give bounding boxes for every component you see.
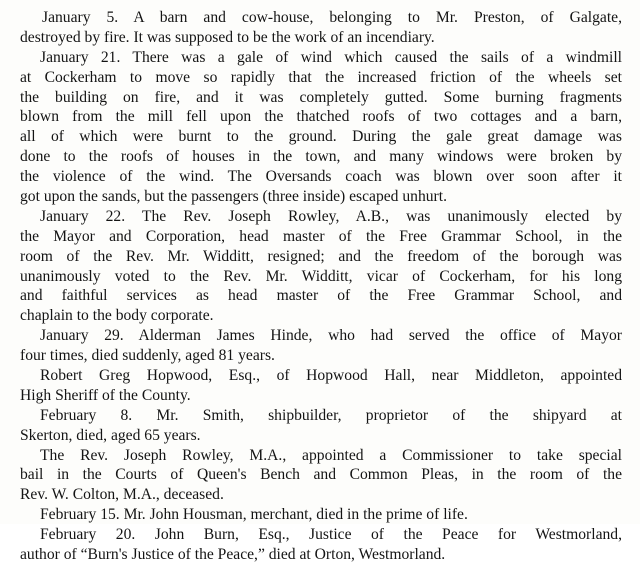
text-line: all of which were burnt to the ground. During the gale great damage was: [20, 128, 622, 146]
text-line: January 29. Alderman James Hinde, who had served the office of Mayor: [40, 327, 622, 345]
text-line: the building on fire, and it was completely gutted. Some burning fragments: [20, 88, 622, 106]
text-line: got upon the sands, but the passengers (three inside) escaped unhurt.: [20, 188, 447, 206]
text-line: chaplain to the body corporate.: [20, 307, 214, 325]
text-line: done to the roofs of houses in the town, and many windows were broken by: [20, 148, 622, 166]
text-line: Skerton, died, aged 65 years.: [20, 426, 201, 444]
text-line: room of the Rev. Mr. Widditt, resigned; and the freedom of the borough was: [20, 247, 622, 265]
text-line: bail in the Courts of Queen's Bench and Common Pleas, in the room of the: [20, 466, 622, 484]
text-line: author of “Burn's Justice of the Peace,” died at Orton, Westmorland.: [20, 546, 446, 564]
text-line: January 21. There was a gale of wind which caused the sails of a windmill: [40, 48, 622, 66]
text-line: February 8. Mr. Smith, shipbuilder, proprietor of the shipyard at: [40, 406, 622, 424]
text-line: The Rev. Joseph Rowley, M.A., appointed a Commissioner to take special: [40, 446, 622, 464]
text-line: the violence of the wind. The Oversands coach was blown over soon after it: [20, 168, 622, 186]
text-line: January 22. The Rev. Joseph Rowley, A.B., was unanimously elected by: [40, 207, 622, 225]
text-line: February 15. Mr. John Housman, merchant, died in the prime of life.: [40, 506, 468, 524]
text-line: four times, died suddenly, aged 81 years.: [20, 347, 275, 365]
text-body: [0, 8, 640, 565]
text-line: blown from the mill fell upon the thatched roofs of two cottages and a barn,: [20, 108, 622, 126]
text-line: unanimously voted to the Rev. Mr. Widditt, vicar of Cockerham, for his long: [20, 267, 622, 285]
text-line: the Mayor and Corporation, head master of the Free Grammar School, in the: [20, 227, 622, 245]
text-line: January 5. A barn and cow-house, belonging to Mr. Preston, of Galgate,: [42, 9, 622, 26]
text-line: at Cockerham to move so rapidly that the increased friction of the wheels set: [20, 68, 622, 86]
text-line: and faithful services as head master of the Free Grammar School, and: [20, 287, 622, 305]
text-line: Rev. W. Colton, M.A., deceased.: [20, 486, 224, 504]
text-line: High Sheriff of the County.: [20, 386, 191, 404]
text-line: Robert Greg Hopwood, Esq., of Hopwood Hall, near Middleton, appointed: [40, 367, 622, 385]
text-line: destroyed by fire. It was supposed to be the work of an incendiary.: [20, 28, 435, 46]
text-line: February 20. John Burn, Esq., Justice of the Peace for Westmorland,: [40, 526, 622, 544]
